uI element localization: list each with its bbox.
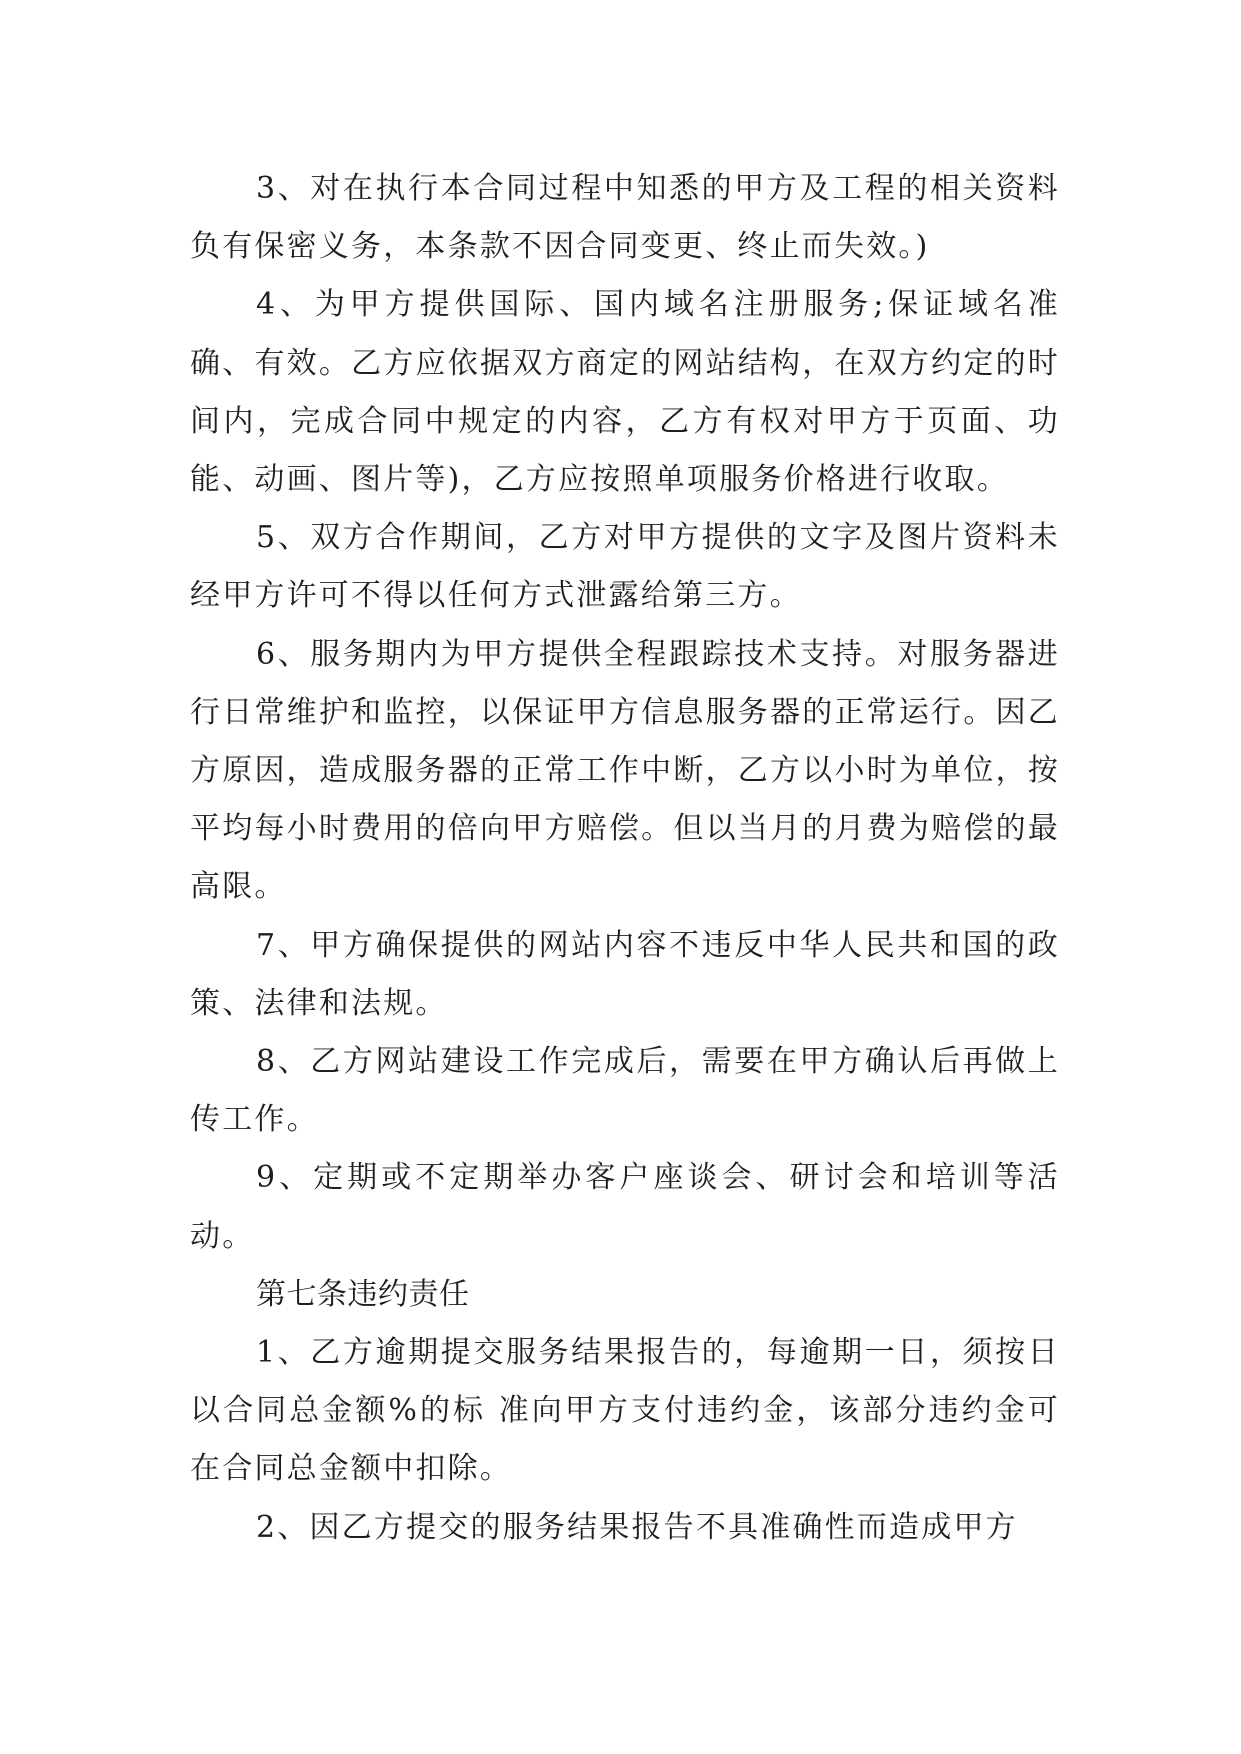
clause-paragraph: 7、甲方确保提供的网站内容不违反中华人民共和国的政策、法律和法规。 xyxy=(190,927,1060,1021)
clause-paragraph: 4、为甲方提供国际、国内域名注册服务;保证域名准确、有效。乙方应依据双方商定的网站结构，在双方约定的时间内，完成合同中规定的内容，乙方有权对甲方于页面、功能、动画、图片等)，乙方应按照单项服务价格进行收取。 xyxy=(190,287,1060,498)
clause-paragraph: 5、双方合作期间，乙方对甲方提供的文字及图片资料未经甲方许可不得以任何方式泄露给第三方。 xyxy=(190,520,1060,614)
clause-paragraph: 9、定期或不定期举办客户座谈会、研讨会和培训等活动。 xyxy=(190,1160,1060,1254)
clause-paragraph: 3、对在执行本合同过程中知悉的甲方及工程的相关资料负有保密义务，本条款不因合同变更、终止而失效。) xyxy=(190,171,1060,265)
clause-paragraph: 6、服务期内为甲方提供全程跟踪技术支持。对服务器进行日常维护和监控，以保证甲方信息服务器的正常运行。因乙方原因，造成服务器的正常工作中断，乙方以小时为单位，按平均每小时费用的倍向甲方赔偿。但以当月的月费为赔偿的最高限。 xyxy=(190,636,1060,905)
clause-paragraph: 8、乙方网站建设工作完成后，需要在甲方确认后再做上传工作。 xyxy=(190,1044,1060,1138)
section-heading: 第七条违约责任 xyxy=(256,1276,470,1312)
document-body xyxy=(190,160,1060,1557)
clause-paragraph: 1、乙方逾期提交服务结果报告的，每逾期一日，须按日以合同总金额%的标 准向甲方支付违约金，该部分违约金可在合同总金额中扣除。 xyxy=(190,1335,1060,1487)
clause-paragraph: 2、因乙方提交的服务结果报告不具准确性而造成甲方 xyxy=(256,1509,1018,1545)
